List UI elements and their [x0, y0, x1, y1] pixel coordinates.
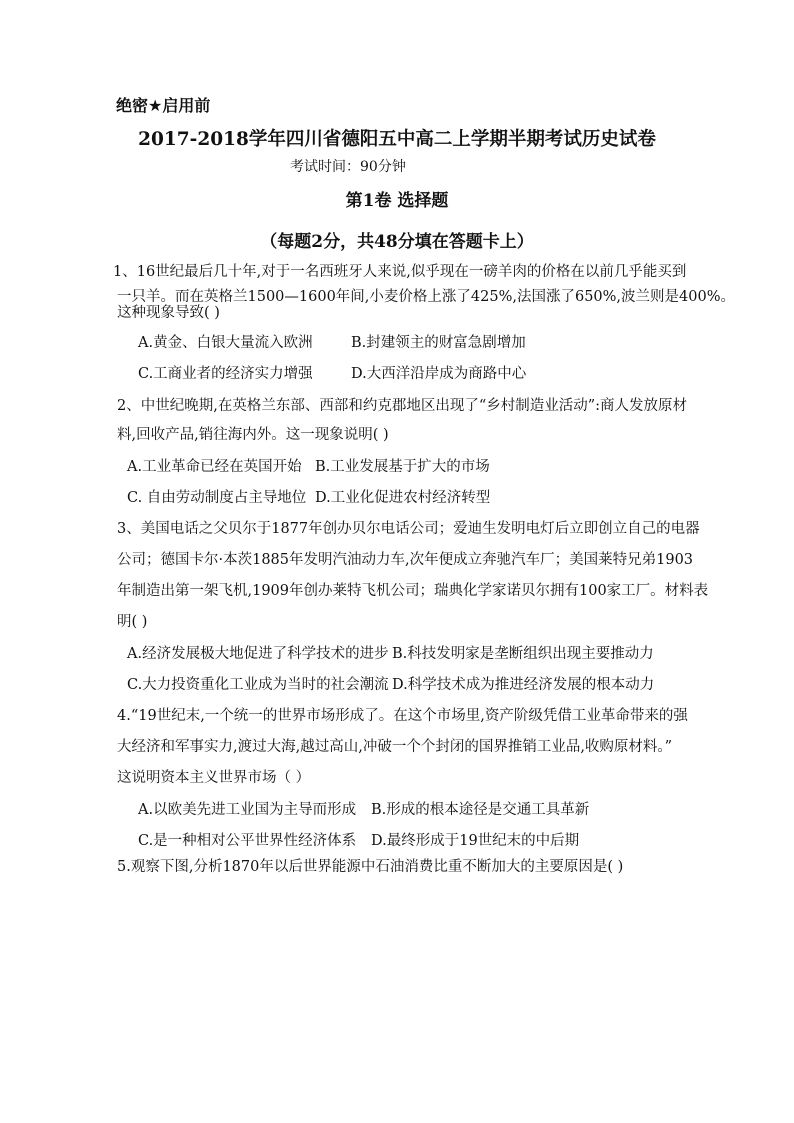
option-b[interactable]: B.工业发展基于扩大的市场 [315, 459, 490, 475]
option-d[interactable]: D.工业化促进农村经济转型 [315, 490, 491, 506]
question-stem-line: 2、中世纪晚期,在英格兰东部、西部和约克郡地区出现了“乡村制造业活动”:商人发放原材 [117, 398, 688, 414]
question-stem-line: 明( ) [117, 614, 148, 630]
question-stem-line: 5.观察下图,分析1870年以后世界能源中石油消费比重不断加大的主要原因是( ) [117, 859, 624, 875]
option-b[interactable]: B.形成的根本途径是交通工具革新 [371, 802, 590, 818]
option-a[interactable]: A.工业革命已经在英国开始 [127, 459, 302, 475]
question-stem-line: 公司；德国卡尔·本茨1885年发明汽油动力车,次年便成立奔驰汽车厂；美国莱特兄弟1903 [117, 552, 694, 568]
section-instruction: （每题2分，共48分填在答题卡上） [260, 232, 534, 252]
question-stem-line: 3、美国电话之父贝尔于1877年创办贝尔电话公司；爱迪生发明电灯后立即创立自己的电器 [117, 521, 700, 537]
exam-title: 2017-2018学年四川省德阳五中高二上学期半期考试历史试卷 [138, 129, 656, 150]
option-a[interactable]: A.经济发展极大地促进了科学技术的进步 [127, 646, 389, 662]
option-a[interactable]: A.黄金、白银大量流入欧洲 [138, 335, 313, 351]
question-stem-line: 这说明资本主义世界市场（ ） [117, 770, 311, 786]
section-heading: 第1卷 选择题 [345, 191, 449, 211]
option-c[interactable]: C.是一种相对公平世界性经济体系 [138, 833, 357, 849]
option-c[interactable]: C. 自由劳动制度占主导地位 [127, 490, 307, 506]
option-b[interactable]: B.封建领主的财富急剧增加 [351, 335, 526, 351]
option-d[interactable]: D.最终形成于19世纪末的中后期 [371, 833, 580, 849]
option-d[interactable]: D.科学技术成为推进经济发展的根本动力 [392, 677, 655, 693]
confidential-mark: 绝密★启用前 [116, 96, 211, 115]
option-c[interactable]: C.大力投资重化工业成为当时的社会潮流 [127, 677, 389, 693]
option-c[interactable]: C.工商业者的经济实力增强 [138, 366, 313, 382]
question-stem-line: 料,回收产品,销往海内外。这一现象说明( ) [117, 427, 389, 443]
question-stem-line: 4.“19世纪末,一个统一的世界市场形成了。在这个市场里,资产阶级凭借工业革命带来的强 [117, 708, 688, 724]
question-stem-line: 一只羊。而在英格兰1500—1600年间,小麦价格上涨了425%,法国涨了650%,波兰则是400%。 [117, 289, 735, 305]
question-stem-line: 年制造出第一架飞机,1909年创办莱特飞机公司；瑞典化学家诺贝尔拥有100家工厂。材料表 [117, 583, 709, 599]
option-a[interactable]: A.以欧美先进工业国为主导而形成 [138, 802, 357, 818]
question-stem-line: 这种现象导致( ) [117, 305, 220, 321]
exam-time: 考试时间：90分钟 [290, 159, 406, 175]
option-d[interactable]: D.大西洋沿岸成为商路中心 [351, 366, 527, 382]
question-stem-line: 大经济和军事实力,渡过大海,越过高山,冲破一个个封闭的国界推销工业品,收购原材料。” [117, 739, 673, 755]
option-b[interactable]: B.科技发明家是垄断组织出现主要推动力 [392, 646, 654, 662]
question-stem-line: 1、16世纪最后几十年,对于一名西班牙人来说,似乎现在一磅羊肉的价格在以前几乎能买到 [113, 264, 687, 280]
